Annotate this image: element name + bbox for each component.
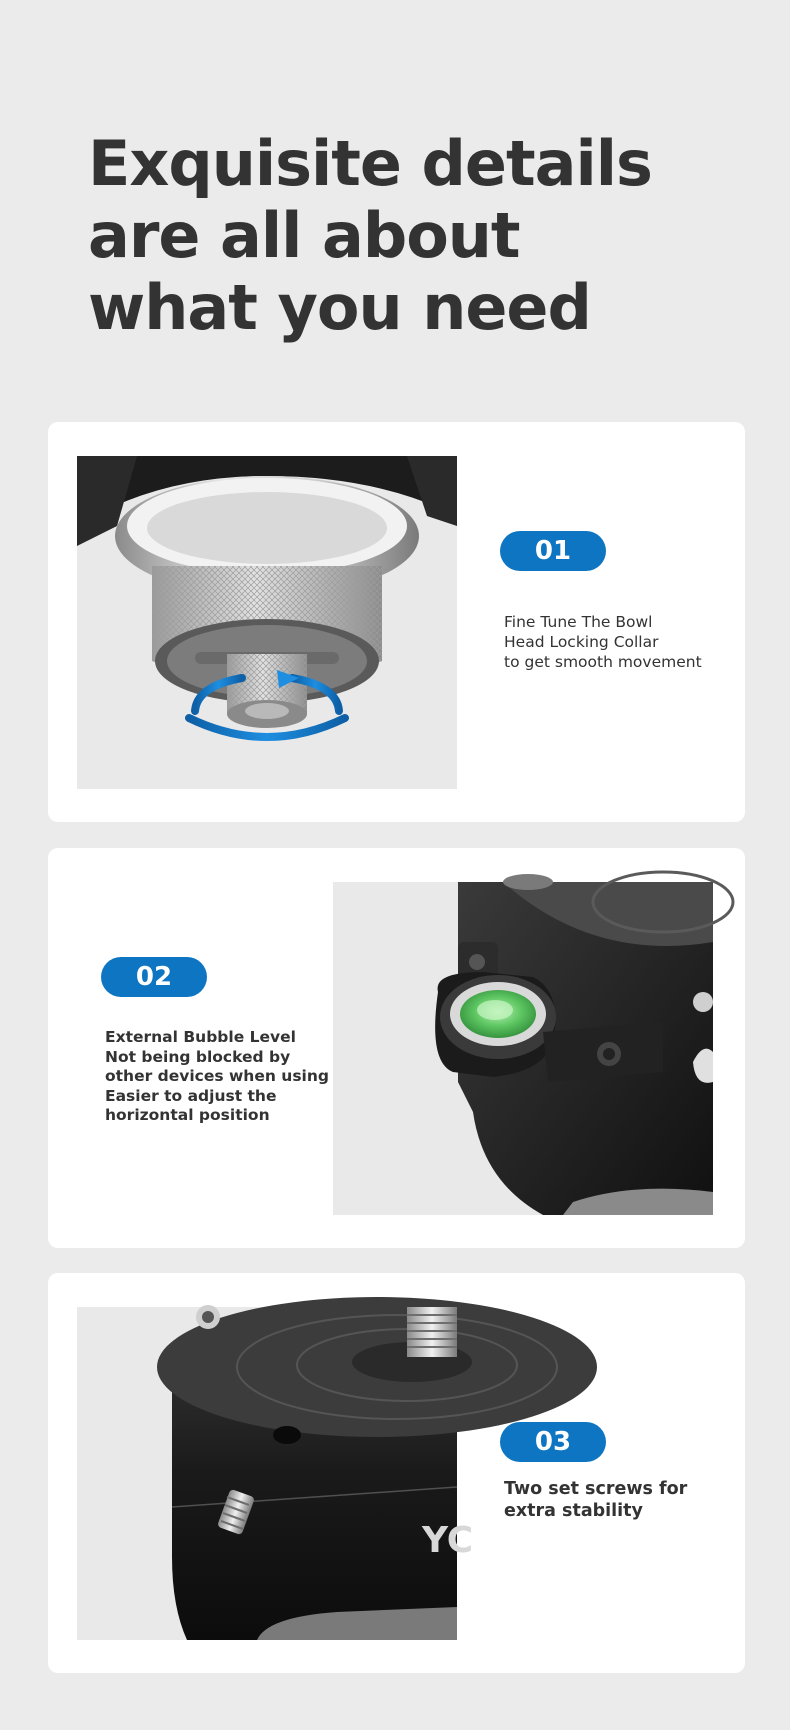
- feature-description: [504, 612, 702, 672]
- feature-description-line: Not being blocked by: [105, 1047, 291, 1066]
- feature-card-locking-collar: [48, 422, 745, 822]
- bubble-level-photo: [333, 882, 713, 1215]
- feature-description-line: External Bubble Level: [105, 1028, 296, 1046]
- feature-card-bubble-level: [48, 848, 745, 1248]
- feature-number-badge: 01: [500, 531, 606, 571]
- headline-line-1: Exquisite details: [88, 127, 652, 200]
- feature-description-line: extra stability: [504, 1501, 643, 1521]
- headline-line-3: what you need: [88, 271, 591, 344]
- feature-number-badge: 02: [101, 957, 207, 997]
- locking-collar-illustration: [77, 456, 457, 789]
- feature-description-line: Two set screws for: [504, 1479, 688, 1499]
- set-screws-photo: [77, 1307, 474, 1640]
- feature-description-line: Head Locking Collar: [504, 633, 659, 651]
- locking-collar-photo: [77, 456, 457, 789]
- feature-number-badge: 03: [500, 1422, 606, 1462]
- headline-line-2: are all about: [88, 199, 520, 272]
- feature-description: [105, 1028, 329, 1126]
- feature-description-line: other devices when using: [105, 1067, 329, 1085]
- feature-description-line: horizontal position: [105, 1106, 270, 1124]
- feature-description: [504, 1478, 687, 1522]
- page-headline: [88, 128, 708, 344]
- photo-brand-text: YC: [422, 1520, 474, 1561]
- feature-description-line: Easier to adjust the: [105, 1086, 277, 1105]
- feature-description-line: Fine Tune The Bowl: [504, 613, 653, 631]
- set-screws-illustration: [77, 1307, 474, 1640]
- bubble-level-illustration: [333, 882, 713, 1215]
- feature-card-set-screws: [48, 1273, 745, 1673]
- feature-description-line: to get smooth movement: [504, 653, 702, 671]
